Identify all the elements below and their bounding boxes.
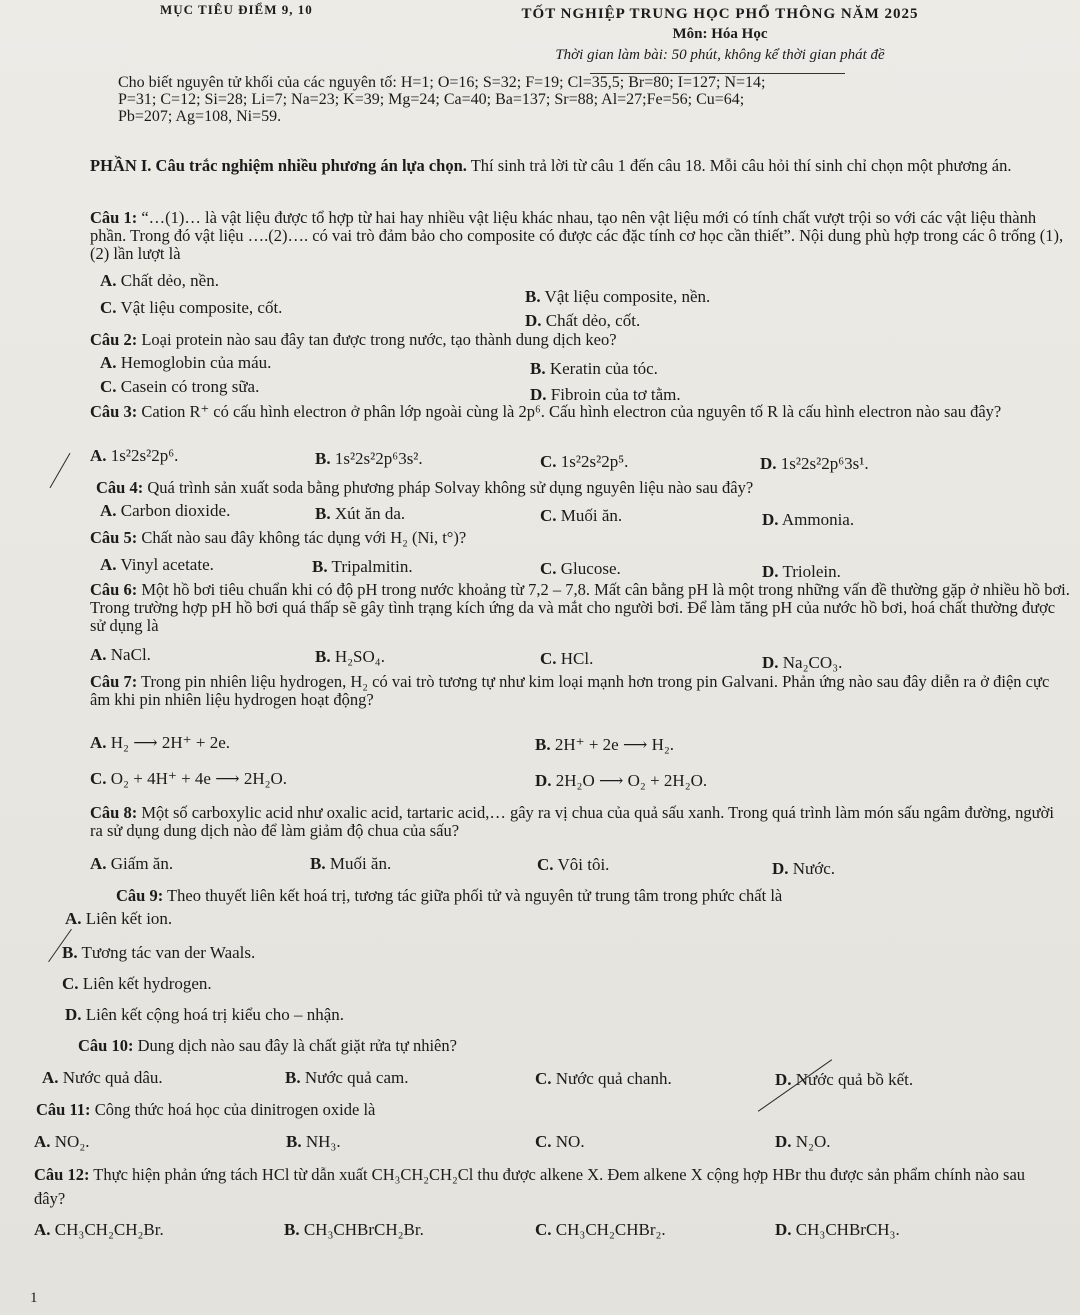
- option-text: NO₂.: [54, 1132, 90, 1151]
- option-text: N₂O.: [795, 1132, 831, 1151]
- question-text: Trong pin nhiên liệu hydrogen, H₂ có vai trò tương tự như kim loại mạnh hơn trong pin Galvani. Phản ứng nào sau đây diễn ra ở điện cực âm khi pin nhiên liệu hydrogen hoạt động?: [90, 672, 1050, 709]
- option-a[interactable]: [42, 1068, 163, 1088]
- option-text: Vật liệu composite, cốt.: [120, 298, 283, 317]
- question-7: [90, 673, 1070, 709]
- option-label: A.: [90, 446, 107, 465]
- option-d[interactable]: [535, 771, 707, 791]
- option-b[interactable]: [535, 735, 674, 755]
- option-label: C.: [537, 855, 554, 874]
- question-number: Câu 4:: [96, 478, 144, 497]
- option-label: B.: [315, 504, 331, 523]
- question-number: Câu 8:: [90, 803, 138, 822]
- option-b[interactable]: [315, 504, 405, 524]
- option-label: A.: [100, 271, 117, 290]
- option-text: HCl.: [560, 649, 594, 668]
- question-5: [90, 529, 1070, 547]
- question-text: Loại protein nào sau đây tan được trong nước, tạo thành dung dịch keo?: [141, 330, 617, 349]
- option-text: Nước quả bồ kết.: [795, 1070, 914, 1089]
- option-text: Ammonia.: [781, 510, 855, 529]
- option-label: A.: [34, 1220, 51, 1239]
- option-text: Fibroin của tơ tằm.: [550, 385, 681, 404]
- option-text: Vinyl acetate.: [120, 555, 214, 574]
- question-text: Quá trình sản xuất soda bằng phương pháp Solvay không sử dụng nguyên liệu nào sau đây?: [147, 478, 754, 497]
- question-text: Công thức hoá học của dinitrogen oxide là: [94, 1100, 376, 1119]
- option-label: A.: [100, 555, 117, 574]
- option-text: CH₃CH₂CHBr₂.: [555, 1220, 666, 1239]
- option-a[interactable]: [100, 501, 230, 521]
- option-text: Glucose.: [560, 559, 621, 578]
- pen-mark: [50, 453, 71, 488]
- question-10: [78, 1037, 1058, 1055]
- question-text: “…(1)… là vật liệu được tổ hợp từ hai hay nhiều vật liệu khác nhau, tạo nên vật liệu mới có tính chất vượt trội so với các vật liệu thành phần. Trong đó vật liệu ….(2)…. có vai trò đảm bảo cho composite có được các đặc tính cơ học cần thiết”. Nội dung phù hợp trong các ô trống (1), (2) lần lượt là: [90, 208, 1064, 263]
- option-text: Keratin của tóc.: [549, 359, 658, 378]
- option-b[interactable]: [285, 1068, 408, 1088]
- option-text: Liên kết hydrogen.: [82, 974, 212, 993]
- question-text: Dung dịch nào sau đây là chất giặt rửa tự nhiên?: [137, 1036, 457, 1055]
- option-label: B.: [312, 557, 328, 576]
- option-label: B.: [286, 1132, 302, 1151]
- option-text: CH₃CH₂CH₂Br.: [54, 1220, 164, 1239]
- option-text: Liên kết ion.: [85, 909, 173, 928]
- option-b[interactable]: [530, 359, 658, 379]
- question-number: Câu 9:: [116, 886, 164, 905]
- option-b[interactable]: [286, 1132, 341, 1152]
- question-number: Câu 6:: [90, 580, 138, 599]
- option-label: D.: [772, 859, 789, 878]
- option-text: 2H⁺ + 2e ⟶ H₂.: [554, 735, 675, 754]
- option-text: Casein có trong sữa.: [120, 377, 260, 396]
- part-title: PHẦN I.: [90, 156, 152, 175]
- option-label: C.: [540, 506, 557, 525]
- option-label: A.: [100, 501, 117, 520]
- option-text: 1s²2s²2p⁶3s².: [334, 449, 423, 468]
- option-label: A.: [90, 645, 107, 664]
- option-b[interactable]: [312, 557, 413, 577]
- option-text: Nước quả cam.: [304, 1068, 409, 1087]
- option-text: Tripalmitin.: [331, 557, 413, 576]
- option-text: O₂ + 4H⁺ + 4e ⟶ 2H₂O.: [110, 769, 288, 788]
- option-text: Carbon dioxide.: [120, 501, 231, 520]
- option-label: C.: [540, 649, 557, 668]
- option-d[interactable]: [525, 311, 640, 331]
- option-label: D.: [525, 311, 542, 330]
- option-c[interactable]: [90, 769, 287, 789]
- question-number: Câu 3:: [90, 402, 138, 421]
- option-a[interactable]: [90, 446, 178, 466]
- option-d[interactable]: [65, 1005, 344, 1025]
- time-note: Thời gian làm bài: 50 phút, không kể thời gian phát đề: [555, 47, 885, 63]
- atomic-masses-line: Cho biết nguyên tử khối của các nguyên tố: H=1; O=16; S=32; F=19; Cl=35,5; Br=80; I=127; N=14;: [118, 74, 766, 91]
- option-text: NH₃.: [305, 1132, 341, 1151]
- option-text: 2H₂O ⟶ O₂ + 2H₂O.: [555, 771, 708, 790]
- question-9: [116, 887, 1080, 905]
- option-text: Giấm ăn.: [110, 854, 174, 873]
- option-label: C.: [62, 974, 79, 993]
- atomic-masses-line: P=31; C=12; Si=28; Li=7; Na=23; K=39; Mg=24; Ca=40; Ba=137; Sr=88; Al=27;Fe=56; Cu=64;: [118, 91, 745, 108]
- option-label: A.: [90, 854, 107, 873]
- question-1: [90, 209, 1070, 263]
- option-label: B.: [284, 1220, 300, 1239]
- question-11: [36, 1101, 1016, 1119]
- option-d[interactable]: [775, 1220, 900, 1240]
- page-number: 1: [30, 1290, 38, 1306]
- option-label: A.: [90, 733, 107, 752]
- option-label: D.: [762, 562, 779, 581]
- option-text: Vôi tôi.: [557, 855, 610, 874]
- option-label: C.: [535, 1132, 552, 1151]
- option-text: Muối ăn.: [329, 854, 392, 873]
- option-c[interactable]: [535, 1220, 666, 1240]
- question-text: Chất nào sau đây không tác dụng với H₂ (Ni, t°)?: [141, 528, 467, 547]
- part-instructions: Thí sinh trả lời từ câu 1 đến câu 18. Mỗi câu hỏi thí sinh chỉ chọn một phương án.: [470, 156, 1012, 175]
- option-b[interactable]: [62, 943, 255, 963]
- option-text: Chất dẻo, nền.: [120, 271, 219, 290]
- option-label: D.: [530, 385, 547, 404]
- exam-title: TỐT NGHIỆP TRUNG HỌC PHỔ THÔNG NĂM 2025: [521, 6, 919, 22]
- option-c[interactable]: [62, 974, 212, 994]
- option-label: A.: [34, 1132, 51, 1151]
- option-text: 1s²2s²2p⁶3s¹.: [780, 454, 869, 473]
- option-label: C.: [90, 769, 107, 788]
- question-6: [90, 581, 1070, 635]
- option-text: Liên kết cộng hoá trị kiểu cho – nhận.: [85, 1005, 345, 1024]
- option-text: Muối ăn.: [560, 506, 623, 525]
- option-label: D.: [535, 771, 552, 790]
- option-label: B.: [535, 735, 551, 754]
- option-label: B.: [525, 287, 541, 306]
- question-text: Một số carboxylic acid như oxalic acid, tartaric acid,… gây ra vị chua của quả sấu xanh. Trong quá trình làm món sấu ngâm đường, người ra sử dụng dung dịch nào để làm giảm độ chua của sấu?: [90, 803, 1054, 840]
- option-a[interactable]: [90, 645, 151, 665]
- option-label: D.: [775, 1220, 792, 1239]
- option-label: B.: [62, 943, 78, 962]
- option-label: D.: [65, 1005, 82, 1024]
- option-label: D.: [775, 1070, 792, 1089]
- option-a[interactable]: [90, 854, 173, 874]
- option-a[interactable]: [34, 1132, 90, 1152]
- header-block: [430, 6, 1010, 64]
- question-text: Theo thuyết liên kết hoá trị, tương tác giữa phối tử và nguyên tử trung tâm trong phức chất là: [167, 886, 783, 905]
- question-3: [90, 403, 1070, 421]
- option-d[interactable]: [775, 1070, 913, 1090]
- option-text: Chất dẻo, cốt.: [545, 311, 641, 330]
- option-label: B.: [310, 854, 326, 873]
- option-label: B.: [285, 1068, 301, 1087]
- header-left: MỤC TIÊU ĐIỂM 9, 10: [160, 2, 313, 17]
- option-d[interactable]: [772, 859, 835, 879]
- option-label: A.: [100, 353, 117, 372]
- option-label: D.: [775, 1132, 792, 1151]
- question-text: Cation R⁺ có cấu hình electron ở phân lớp ngoài cùng là 2p⁶. Cấu hình electron của nguyên tố R là cấu hình electron nào sau đây?: [141, 402, 1002, 421]
- option-label: C.: [535, 1069, 552, 1088]
- option-text: 1s²2s²2p⁶.: [110, 446, 179, 465]
- option-text: Tương tác van der Waals.: [81, 943, 256, 962]
- option-label: C.: [540, 559, 557, 578]
- option-d[interactable]: [760, 454, 869, 474]
- option-text: H₂ ⟶ 2H⁺ + 2e.: [110, 733, 230, 752]
- option-c[interactable]: [540, 506, 622, 526]
- option-text: CH₃CHBrCH₃.: [795, 1220, 900, 1239]
- option-c[interactable]: [537, 855, 609, 875]
- option-text: Nước.: [792, 859, 836, 878]
- option-d[interactable]: [775, 1132, 831, 1152]
- option-a[interactable]: [90, 733, 230, 753]
- option-b[interactable]: [315, 449, 423, 469]
- atomic-masses: [118, 74, 1068, 125]
- option-label: B.: [315, 647, 331, 666]
- option-b[interactable]: [284, 1220, 424, 1240]
- option-text: H₂SO₄.: [334, 647, 385, 666]
- option-text: Nước quả chanh.: [555, 1069, 672, 1088]
- question-number: Câu 10:: [78, 1036, 134, 1055]
- option-b[interactable]: [525, 287, 710, 307]
- option-d[interactable]: [762, 510, 854, 530]
- option-b[interactable]: [315, 647, 385, 667]
- question-4: [96, 479, 1076, 497]
- option-label: B.: [530, 359, 546, 378]
- option-label: C.: [100, 298, 117, 317]
- option-text: Xút ăn da.: [334, 504, 406, 523]
- option-text: NO.: [555, 1132, 585, 1151]
- option-c[interactable]: [535, 1132, 585, 1152]
- option-label: B.: [315, 449, 331, 468]
- option-label: C.: [540, 452, 557, 471]
- option-a[interactable]: [100, 555, 214, 575]
- option-a[interactable]: [100, 271, 219, 291]
- option-c[interactable]: [100, 298, 282, 318]
- question-number: Câu 5:: [90, 528, 138, 547]
- option-text: NaCl.: [110, 645, 151, 664]
- option-label: D.: [762, 510, 779, 529]
- question-2: [90, 331, 1070, 349]
- part-subtitle: Câu trắc nghiệm nhiều phương án lựa chọn.: [155, 156, 467, 175]
- option-d[interactable]: [762, 562, 841, 582]
- option-label: A.: [42, 1068, 59, 1087]
- option-b[interactable]: [310, 854, 391, 874]
- question-12: [34, 1163, 1034, 1211]
- question-text: Một hồ bơi tiêu chuẩn khi có độ pH trong nước khoảng từ 7,2 – 7,8. Mất cân bằng pH là một trong những vấn đề thường gặp ở nhiều hồ bơi. Trong trường hợp pH hồ bơi quá thấp sẽ gây tình trạng kích ứng da và mắt cho người bơi. Để làm tăng pH của nước hồ bơi, hoá chất thường được sử dụng là: [90, 580, 1070, 635]
- option-text: Nước quả dâu.: [62, 1068, 163, 1087]
- option-a[interactable]: [34, 1220, 164, 1240]
- option-a[interactable]: [65, 909, 172, 929]
- atomic-masses-line: Pb=207; Ag=108, Ni=59.: [118, 108, 282, 125]
- question-number: Câu 1:: [90, 208, 138, 227]
- subject: Môn: Hóa Học: [672, 26, 768, 42]
- option-c[interactable]: [535, 1069, 672, 1089]
- option-label: D.: [760, 454, 777, 473]
- option-label: C.: [100, 377, 117, 396]
- option-text: 1s²2s²2p⁵.: [560, 452, 629, 471]
- question-number: Câu 11:: [36, 1100, 91, 1119]
- question-text: Thực hiện phản ứng tách HCl từ dẫn xuất CH₃CH₂CH₂Cl thu được alkene X. Đem alkene X cộng hợp HBr thu được sản phẩm chính nào sau đây?: [34, 1165, 1026, 1208]
- question-number: Câu 2:: [90, 330, 138, 349]
- question-8: [90, 804, 1070, 840]
- option-label: C.: [535, 1220, 552, 1239]
- option-text: Vật liệu composite, nền.: [544, 287, 711, 306]
- option-text: CH₃CHBrCH₂Br.: [303, 1220, 424, 1239]
- option-text: Na₂CO₃.: [782, 653, 843, 672]
- part-heading: [90, 157, 1070, 175]
- option-c[interactable]: [100, 377, 259, 397]
- question-number: Câu 12:: [34, 1165, 90, 1184]
- option-d[interactable]: [762, 653, 842, 673]
- option-label: D.: [762, 653, 779, 672]
- option-c[interactable]: [540, 649, 593, 669]
- option-label: A.: [65, 909, 82, 928]
- option-a[interactable]: [100, 353, 271, 373]
- option-text: Hemoglobin của máu.: [120, 353, 272, 372]
- question-number: Câu 7:: [90, 672, 138, 691]
- option-c[interactable]: [540, 559, 621, 579]
- option-text: Triolein.: [782, 562, 841, 581]
- option-c[interactable]: [540, 452, 628, 472]
